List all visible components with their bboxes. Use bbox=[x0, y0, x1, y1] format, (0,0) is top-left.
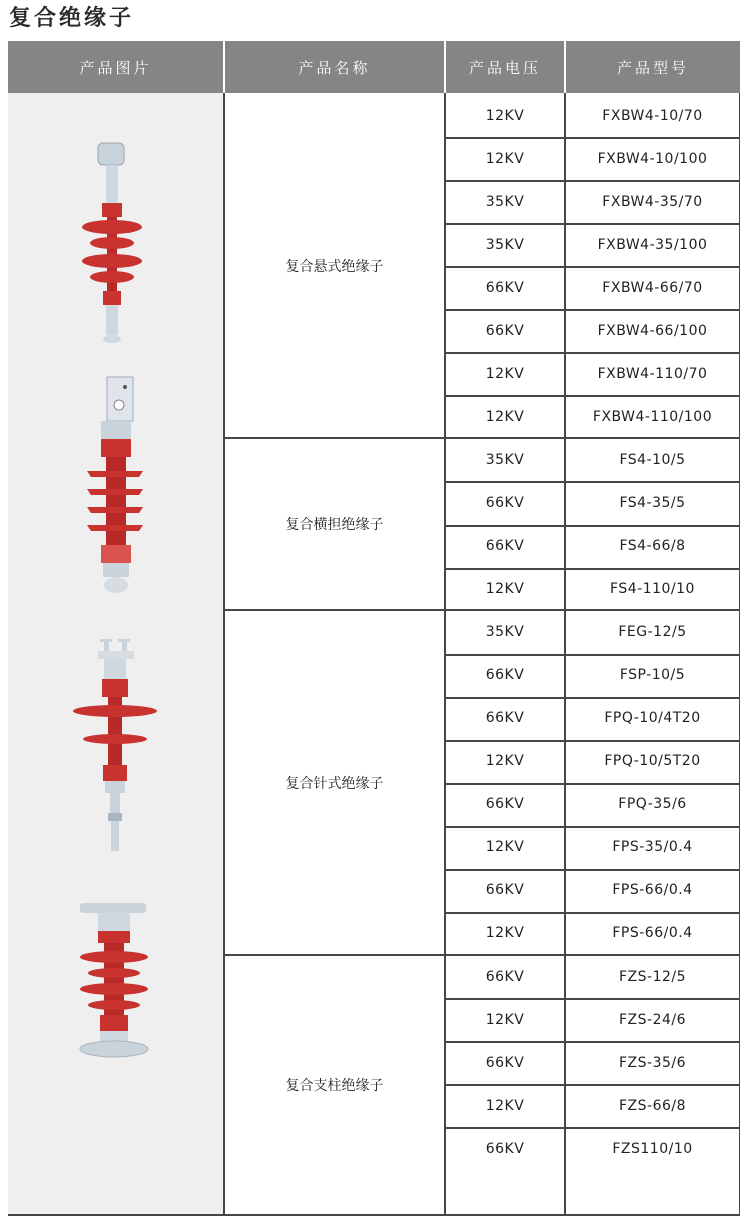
model-cell: FS4-66/8 bbox=[619, 538, 686, 554]
voltage-cell: 12KV bbox=[485, 581, 525, 598]
model-cell: FPQ-35/6 bbox=[618, 796, 687, 813]
voltage-cell: 66KV bbox=[485, 710, 525, 727]
voltage-cell: 35KV bbox=[485, 624, 525, 641]
model-cell: FXBW4-66/70 bbox=[602, 279, 703, 296]
model-cell: FXBW4-110/100 bbox=[592, 408, 713, 425]
voltage-cell: 35KV bbox=[485, 451, 525, 468]
model-cell: FXBW4-35/100 bbox=[597, 236, 708, 253]
model-cell: FPQ-10/4T20 bbox=[604, 710, 701, 727]
model-cell: FXBW4-110/70 bbox=[597, 365, 708, 382]
grid-line bbox=[223, 93, 225, 1216]
model-cell: FS4-35/5 bbox=[619, 494, 686, 511]
voltage-cell: 12KV bbox=[485, 150, 525, 167]
product-name-pin: 复合针式绝缘子 bbox=[224, 611, 445, 954]
voltage-cell: 66KV bbox=[485, 1054, 525, 1071]
grid-line bbox=[739, 93, 740, 1216]
pin-insulator-icon bbox=[70, 637, 160, 857]
model-cell: FZS-66/8 bbox=[618, 1097, 687, 1114]
suspension-insulator-icon bbox=[78, 141, 148, 346]
model-cell: FPQ-10/5T20 bbox=[604, 753, 701, 770]
group-divider bbox=[224, 954, 740, 956]
header-product-name: 产品名称 bbox=[225, 41, 444, 93]
model-cell: FEG-12/5 bbox=[618, 624, 687, 641]
grid-line bbox=[564, 93, 566, 1216]
grid-line bbox=[444, 93, 446, 1216]
voltage-cell: 12KV bbox=[485, 107, 525, 124]
voltage-cell: 66KV bbox=[485, 538, 525, 554]
model-cell: FZS110/10 bbox=[612, 1140, 693, 1157]
voltage-cell: 35KV bbox=[485, 236, 525, 253]
voltage-cell: 66KV bbox=[485, 322, 525, 339]
header-product-model: 产品型号 bbox=[566, 41, 740, 93]
post-insulator-icon bbox=[78, 901, 158, 1061]
voltage-cell: 66KV bbox=[485, 796, 525, 813]
voltage-cell: 12KV bbox=[485, 1011, 525, 1028]
voltage-cell: 12KV bbox=[485, 365, 525, 382]
model-cell: FSP-10/5 bbox=[619, 667, 686, 684]
model-cell: FXBW4-35/70 bbox=[602, 193, 703, 210]
model-cell: FXBW4-10/100 bbox=[597, 150, 708, 167]
voltage-cell: 35KV bbox=[485, 193, 525, 210]
model-cell: FPS-66/0.4 bbox=[612, 925, 693, 942]
voltage-cell: 66KV bbox=[485, 667, 525, 684]
voltage-cell: 66KV bbox=[485, 494, 525, 511]
voltage-cell: 12KV bbox=[485, 839, 525, 856]
model-cell: FS4-10/5 bbox=[619, 451, 686, 468]
model-cell: FZS-24/6 bbox=[618, 1011, 687, 1028]
image-column bbox=[8, 93, 223, 1216]
header-product-image: 产品图片 bbox=[8, 41, 223, 93]
model-cell: FPS-66/0.4 bbox=[612, 882, 693, 899]
model-cell: FXBW4-66/100 bbox=[597, 322, 708, 339]
product-name-post: 复合支柱绝缘子 bbox=[224, 956, 445, 1214]
group-divider bbox=[224, 609, 740, 611]
voltage-cell: 12KV bbox=[485, 1097, 525, 1114]
voltage-cell: 12KV bbox=[485, 925, 525, 942]
product-name-crossarm: 复合横担绝缘子 bbox=[224, 439, 445, 609]
product-name-suspension: 复合悬式绝缘子 bbox=[224, 95, 445, 437]
page-title: 复合绝缘子 bbox=[9, 6, 135, 31]
voltage-cell: 66KV bbox=[485, 1140, 525, 1157]
voltage-cell: 66KV bbox=[485, 279, 525, 296]
voltage-cell: 66KV bbox=[485, 882, 525, 899]
model-cell: FZS-12/5 bbox=[618, 968, 687, 985]
header-product-voltage: 产品电压 bbox=[446, 41, 564, 93]
group-divider bbox=[224, 437, 740, 439]
model-cell: FZS-35/6 bbox=[618, 1054, 687, 1071]
model-cell: FPS-35/0.4 bbox=[612, 839, 693, 856]
model-cell: FS4-110/10 bbox=[610, 581, 695, 598]
voltage-cell: 66KV bbox=[485, 968, 525, 985]
voltage-cell: 12KV bbox=[485, 408, 525, 425]
crossarm-insulator-icon bbox=[83, 375, 147, 595]
voltage-cell: 12KV bbox=[485, 753, 525, 770]
model-cell: FXBW4-10/70 bbox=[602, 107, 703, 124]
